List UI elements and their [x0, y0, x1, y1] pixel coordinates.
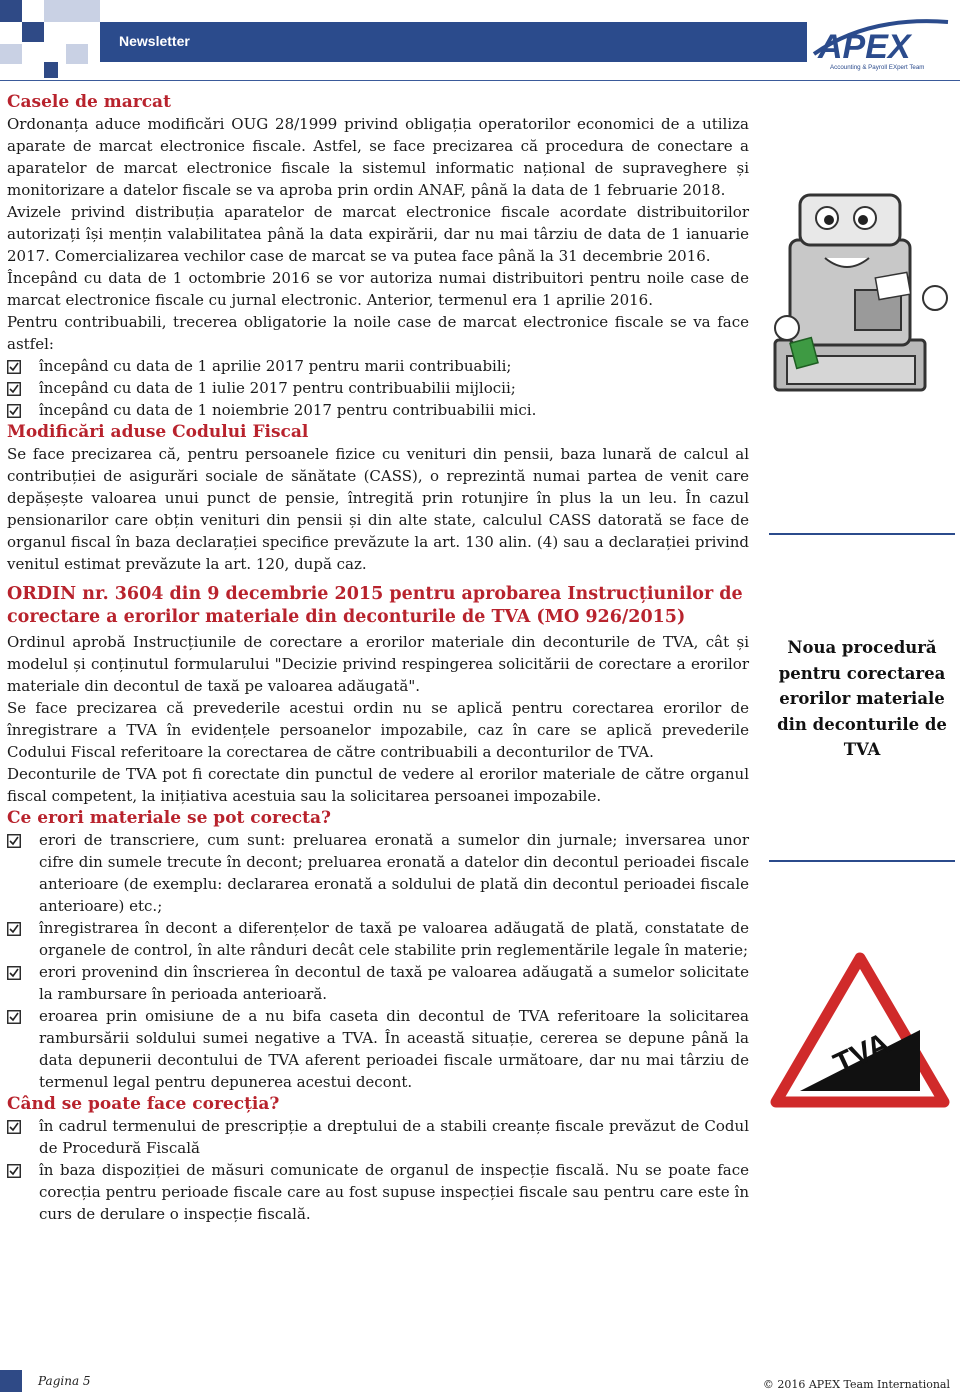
- checklist-item: [7, 1159, 749, 1225]
- footer-square: [0, 1370, 22, 1392]
- checkbox-checked-icon: [7, 829, 39, 848]
- sign-text: TVA: [828, 1026, 896, 1082]
- paragraph: Ordinul aprobă Instrucțiunile de corectare a erorilor materiale din deconturile de TVA, cât și modelul și conținutul formularului "Decizie privind respingerea solicitării de corectare a erorilor materiale din decontul de taxă pe valoarea adăugată".: [7, 633, 749, 695]
- sidebar-title: Noua procedură pentru corectarea erorilor materiale din deconturile de TVA: [777, 638, 947, 759]
- header-square: [22, 22, 44, 42]
- paragraph: Deconturile de TVA pot fi corectate din punctul de vedere al erorilor materiale de către organul fiscal competent, la inițiativa acestuia sau la solicitarea persoanei impozabile.: [7, 765, 749, 805]
- register-display: [800, 195, 900, 245]
- receipt: [875, 272, 910, 299]
- header-square: [44, 62, 58, 78]
- checkbox-checked-icon: [7, 917, 39, 936]
- logo-text: APEX: [818, 28, 911, 66]
- newsletter-banner: [100, 22, 807, 62]
- checklist-text: începând cu data de 1 aprilie 2017 pentru marii contribuabili;: [39, 357, 512, 375]
- paragraph: Pentru contribuabili, trecerea obligatorie la noile case de marcat electronice fiscale se va face astfel:: [7, 313, 749, 353]
- paragraph: Ordonanța aduce modificări OUG 28/1999 privind obligația operatorilor economici de a utiliza aparate de marcat electronice fiscale. Astfel, se face precizarea că procedura de conectare a aparatelor de marcat electronice fiscale la sistemul informatic național de supraveghere și monitorizare a datelor fiscale se va aproba prin ordin ANAF, până la data de 1 februarie 2018.: [7, 115, 749, 199]
- banner-label: Newsletter: [119, 33, 190, 49]
- paragraph: Începând cu data de 1 octombrie 2016 se vor autoriza numai distribuitori pentru noile case de marcat electronice fiscale cu jurnal electronic. Anterior, termenul era 1 aprilie 2016.: [7, 269, 749, 309]
- checkbox-checked-icon: [7, 961, 39, 980]
- main-content: [7, 91, 749, 1225]
- header-square: [66, 44, 88, 64]
- checklist-item: [7, 961, 749, 1005]
- paragraph: Se face precizarea că, pentru persoanele fizice cu venituri din pensii, baza lunară de calcul al contribuției de asigurări sociale de sănătate (CASS), o reprezintă numai partea de venit care depășește valoarea unui punct de pensie, întregită prin rotunjire în plus la un leu. În cazul pensionarilor care obțin venituri din pensii și din alte state, calculul CASS datorată se face de organul fiscal în baza declarației specifice prevăzute la art. 130 alin. (4) sau a declarației privind venitul estimat prevăzute la art. 120, după caz.: [7, 445, 749, 573]
- checklist-text: erori provenind din înscrierea în decontul de taxă pe valoarea adăugată a sumelor solicitate la rambursare în perioada anterioară.: [39, 963, 749, 1003]
- header-square: [44, 0, 100, 22]
- checklist-item: [7, 829, 749, 917]
- copyright: © 2016 APEX Team International: [762, 1378, 950, 1391]
- tva-warning-sign: [770, 952, 950, 1110]
- section-heading-corectie: Când se poate face corecția?: [7, 1094, 280, 1114]
- checkbox-checked-icon: [7, 399, 39, 418]
- cash-register-illustration: [765, 180, 955, 410]
- section-heading-cod-fiscal: Modificări aduse Codului Fiscal: [7, 422, 309, 442]
- checkbox-checked-icon: [7, 1005, 39, 1024]
- checklist-text: eroarea prin omisiune de a nu bifa caseta din decontul de TVA referitoare la solicitarea rambursării soldului sumei negative a TVA. În această situație, cererea se depune până la data depunerii decontului de TVA aferent perioadei fiscale următoare, dar nu mai târziu de termenul legal pentru depunerea acestui decont.: [39, 1007, 749, 1091]
- checklist-item: [7, 1005, 749, 1093]
- header-square: [0, 0, 22, 22]
- paragraph: Avizele privind distribuția aparatelor de marcat electronice fiscale acordate distribuitorilor autorizați își mențin valabilitatea până la data expirării, dar nu mai târziu de data de 1 ianuarie 2017. Comercializarea vechilor case de marcat se va putea face până la 31 decembrie 2016.: [7, 203, 749, 265]
- checklist-item: [7, 377, 749, 399]
- apex-logo: [808, 14, 958, 74]
- page-number: Pagina 5: [38, 1374, 91, 1388]
- checkbox-checked-icon: [7, 355, 39, 374]
- logo-tagline: Accounting & Payroll EXpert Team: [830, 64, 925, 71]
- checklist-item: [7, 399, 749, 421]
- checklist-text: înregistrarea în decont a diferențelor de taxă pe valoarea adăugată de plată, constatate de organele de control, în alte rânduri decât cele stabilite prin reglementările legale în materie;: [39, 919, 749, 959]
- checkbox-checked-icon: [7, 377, 39, 396]
- header-rule: [0, 80, 960, 81]
- hand-left-icon: [775, 316, 799, 340]
- section-heading-casele: Casele de marcat: [7, 92, 171, 112]
- checkbox-checked-icon: [7, 1115, 39, 1134]
- side-rule-bottom: [769, 860, 955, 862]
- paragraph: Se face precizarea că prevederile acestui ordin nu se aplică pentru corectarea erorilor de înregistrare a TVA în evidențele persoanelor impozabile, caz în care se aplică prevederile Codului Fiscal referitoare la corectarea de către contribuabili a deconturilor de TVA.: [7, 699, 749, 761]
- hand-right-icon: [923, 286, 947, 310]
- checkbox-checked-icon: [7, 1159, 39, 1178]
- checklist-text: în baza dispoziției de măsuri comunicate de organul de inspecție fiscală. Nu se poate face corecția pentru perioade fiscale care au fost supuse inspecției fiscale sau pentru care este în curs de derulare o inspecție fiscală.: [39, 1161, 749, 1223]
- side-rule-top: [769, 533, 955, 535]
- checklist-item: [7, 1115, 749, 1159]
- checklist-text: în cadrul termenului de prescripție a dreptului de a stabili creanțe fiscale prevăzut de Codul de Procedură Fiscală: [39, 1117, 749, 1157]
- checklist-item: [7, 355, 749, 377]
- section-heading-erori: Ce erori materiale se pot corecta?: [7, 808, 331, 828]
- header-square: [0, 44, 22, 64]
- checklist-item: [7, 917, 749, 961]
- checklist-text: începând cu data de 1 noiembrie 2017 pentru contribuabilii mici.: [39, 401, 537, 419]
- checklist-text: erori de transcriere, cum sunt: preluarea eronată a sumelor din jurnale; inversarea unor cifre din sumele trecute în decont; preluarea eronată a datelor din decontul perioadei fiscale anterioare (de exemplu: declararea eronată a soldului de plată din decontul perioadei fiscale anterioare) etc.;: [39, 831, 749, 915]
- section-heading-ordin: ORDIN nr. 3604 din 9 decembrie 2015 pentru aprobarea Instrucțiunilor de corectare a erorilor materiale din deconturile de TVA (MO 926/2015): [7, 584, 743, 627]
- checklist-text: începând cu data de 1 iulie 2017 pentru contribuabilii mijlocii;: [39, 379, 516, 397]
